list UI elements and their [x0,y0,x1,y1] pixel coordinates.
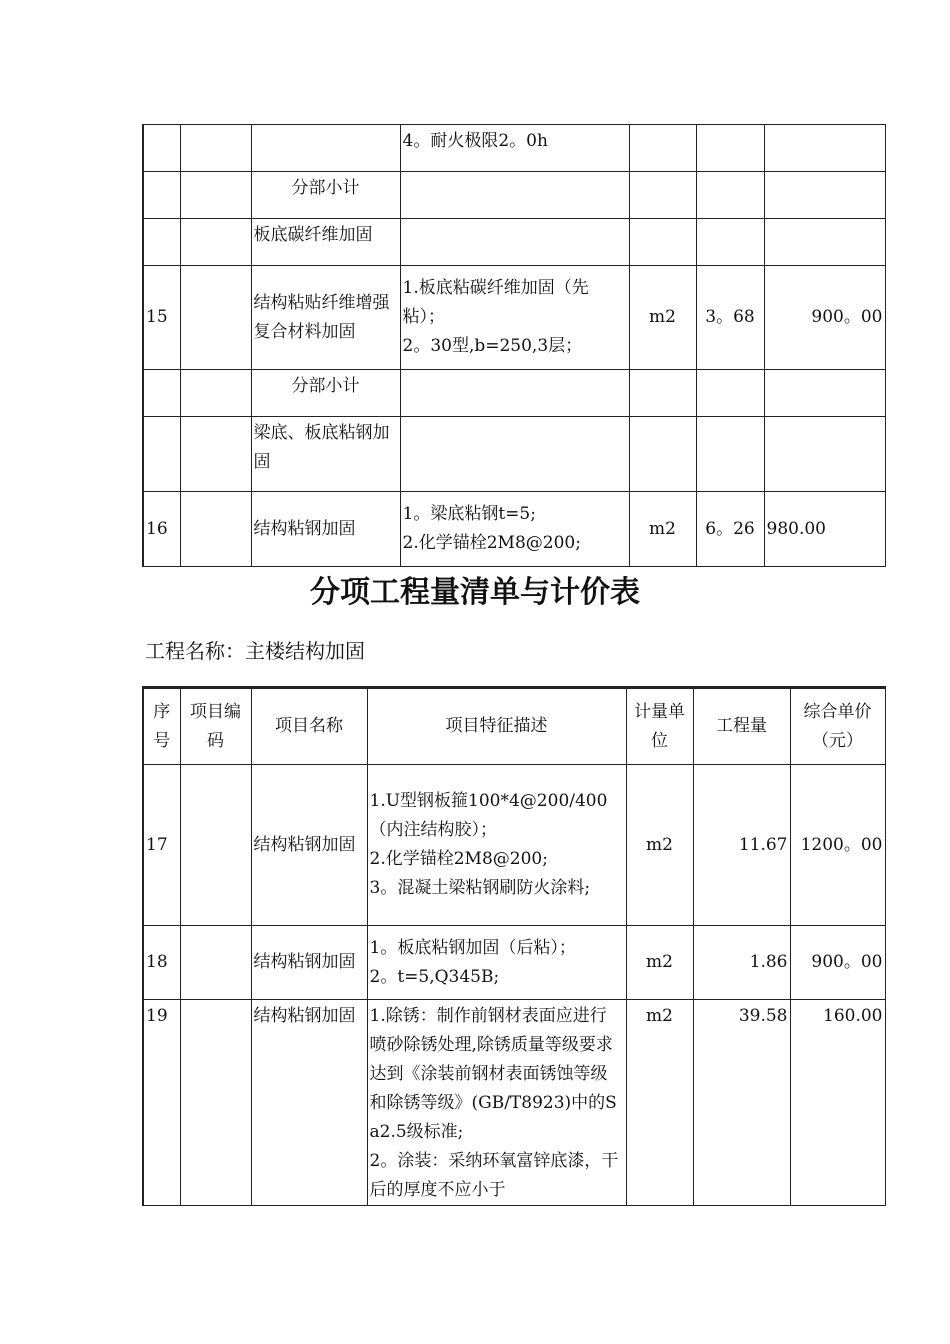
cell-name: 结构粘钢加固 [251,492,400,567]
cell-desc: 1。板底粘钢加固（后粘）； 2。t=5,Q345B; [367,926,626,1000]
cell-code [180,492,251,567]
cell-no: 16 [143,492,180,567]
cell-no: 17 [143,765,180,926]
header-name: 项目名称 [251,688,367,765]
cell-code [180,125,251,172]
cell-price: 160.00 [790,1000,885,1206]
cell-no: 18 [143,926,180,1000]
table-row [143,370,885,417]
cell-qty [696,125,764,172]
header-price: 综合单价（元） [790,688,885,765]
cell-qty [696,417,764,492]
header-qty: 工程量 [693,688,790,765]
cell-no [143,370,180,417]
cell-code [180,765,251,926]
cell-price: 1200。00 [790,765,885,926]
cell-code [180,219,251,266]
cell-desc [400,172,629,219]
cell-code [180,370,251,417]
cell-unit: m2 [626,1000,693,1206]
cell-desc: 1.除锈：制作前钢材表面应进行喷砂除锈处理,除锈质量等级要求达到《涂装前钢材表面锈蚀等级和除锈等级》(GB/T8923)中的Sa2.5级标准; 2。涂装：采纳环氧富锌底漆，干后的厚度不应小于 [367,1000,626,1206]
continued-pricing-table [142,124,886,567]
cell-unit: m2 [626,926,693,1000]
cell-unit: m2 [629,266,696,370]
cell-unit [629,172,696,219]
cell-no [143,125,180,172]
table-row [143,1000,885,1206]
page-title: 分项工程量清单与计价表 [310,575,640,610]
cell-code [180,417,251,492]
table-row [143,266,885,370]
cell-name: 结构粘钢加固 [251,765,367,926]
cell-qty [696,219,764,266]
table-row [143,765,885,926]
cell-code [180,172,251,219]
cell-desc [400,370,629,417]
cell-desc [400,417,629,492]
table-header-row [143,688,885,765]
cell-name: 分部小计 [251,172,400,219]
cell-name: 分部小计 [251,370,400,417]
cell-qty: 6。26 [696,492,764,567]
cell-price [764,172,885,219]
cell-desc: 1。梁底粘钢t=5; 2.化学锚栓2M8@200; [400,492,629,567]
table-row [143,926,885,1000]
pricing-table [142,686,886,1206]
header-code: 项目编码 [180,688,251,765]
cell-price [764,219,885,266]
cell-desc: 4。耐火极限2。0h [400,125,629,172]
cell-no [143,219,180,266]
cell-unit: m2 [626,765,693,926]
cell-no: 15 [143,266,180,370]
cell-unit: m2 [629,492,696,567]
project-name: 工程名称：主楼结构加固 [145,639,365,663]
cell-qty: 39.58 [693,1000,790,1206]
table-row [143,172,885,219]
cell-name [251,125,400,172]
cell-code [180,1000,251,1206]
cell-name: 结构粘钢加固 [251,1000,367,1206]
cell-qty: 11.67 [693,765,790,926]
cell-qty: 3。68 [696,266,764,370]
cell-price: 980.00 [764,492,885,567]
table-row [143,417,885,492]
header-desc: 项目特征描述 [367,688,626,765]
cell-name: 板底碳纤维加固 [251,219,400,266]
cell-name: 结构粘贴纤维增强复合材料加固 [251,266,400,370]
cell-unit [629,125,696,172]
cell-desc: 1.U型钢板箍100*4@200/400（内注结构胶）； 2.化学锚栓2M8@200; 3。混凝土梁粘钢刷防火涂料; [367,765,626,926]
cell-unit [629,417,696,492]
table-row [143,125,885,172]
cell-code [180,266,251,370]
cell-qty [696,172,764,219]
cell-unit [629,219,696,266]
cell-price [764,125,885,172]
header-no: 序号 [143,688,180,765]
table-row [143,492,885,567]
cell-unit [629,370,696,417]
header-unit: 计量单位 [626,688,693,765]
cell-qty: 1.86 [693,926,790,1000]
cell-price [764,417,885,492]
cell-no [143,417,180,492]
cell-desc: 1.板底粘碳纤维加固（先粘）； 2。30型,b=250,3层； [400,266,629,370]
cell-code [180,926,251,1000]
table-row [143,219,885,266]
cell-no: 19 [143,1000,180,1206]
cell-price: 900。00 [764,266,885,370]
cell-name: 结构粘钢加固 [251,926,367,1000]
cell-no [143,172,180,219]
cell-desc [400,219,629,266]
cell-price: 900。00 [790,926,885,1000]
cell-name: 梁底、板底粘钢加固 [251,417,400,492]
cell-qty [696,370,764,417]
cell-price [764,370,885,417]
